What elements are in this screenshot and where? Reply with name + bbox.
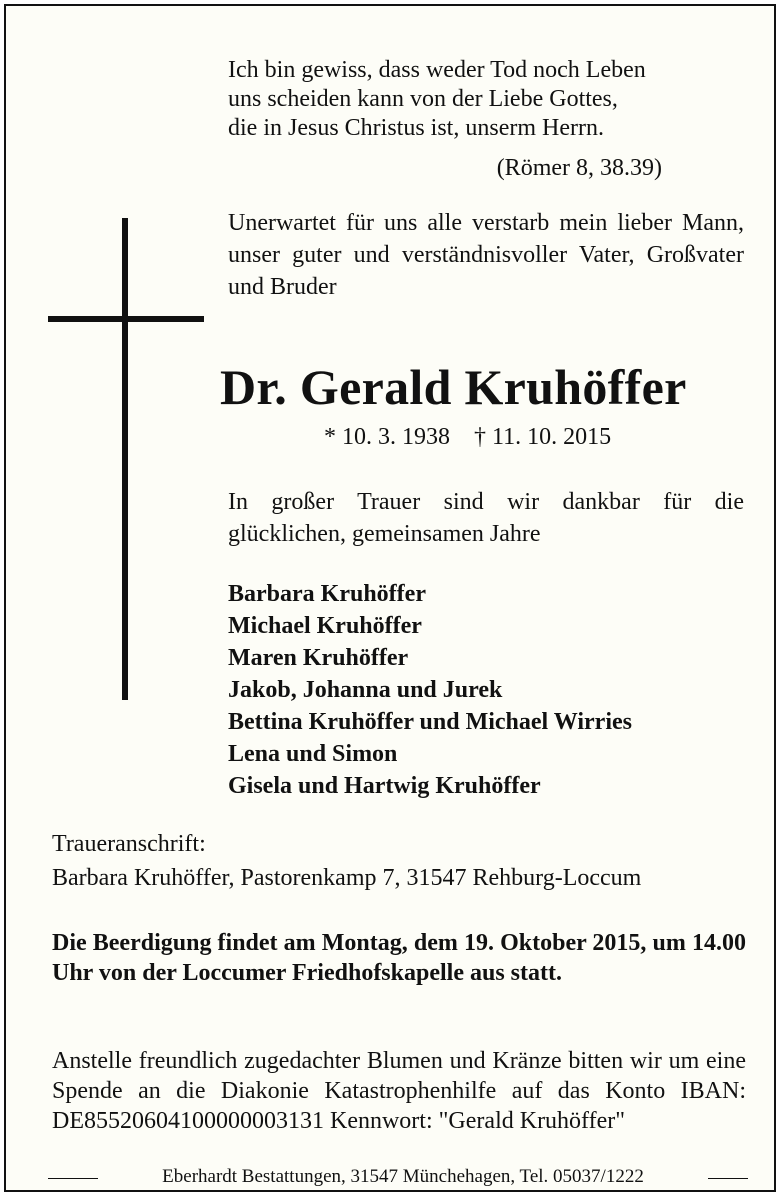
birth-date: * 10. 3. 1938 — [324, 424, 450, 450]
verse-line: uns scheiden kann von der Liebe Gottes, — [228, 86, 618, 112]
mourner-item: Maren Kruhöffer — [228, 645, 409, 671]
intro-text: Unerwartet für uns alle verstarb mein lieber Mann, unser guter und verständnisvoller Vater, Großvater und Bruder — [228, 210, 744, 300]
mourner-item: Jakob, Johanna und Jurek — [228, 677, 503, 703]
death-date: † 11. 10. 2015 — [474, 424, 612, 450]
deceased-name: Dr. Gerald Kruhöffer — [220, 359, 687, 415]
mourner-item: Bettina Kruhöffer und Michael Wirries — [228, 709, 632, 735]
bible-verse — [228, 56, 728, 143]
mourner-item: Gisela und Hartwig Kruhöffer — [228, 773, 541, 799]
thanks-text: In großer Trauer sind wir dankbar für die glücklichen, gemeinsamen Jahre — [228, 489, 744, 547]
mourner-item: Barbara Kruhöffer — [228, 581, 426, 607]
cross-icon-vertical-bar — [122, 218, 128, 700]
undertaker-footer: Eberhardt Bestattungen, 31547 Münchehagen, Tel. 05037/1222 — [98, 1164, 708, 1190]
cross-icon-horizontal-bar — [48, 316, 204, 322]
obituary-notice — [4, 4, 776, 1192]
mourner-item: Lena und Simon — [228, 741, 398, 767]
funeral-info: Die Beerdigung findet am Montag, dem 19. Oktober 2015, um 14.00 Uhr von der Loccumer Friedhofskapelle aus statt. — [52, 930, 746, 986]
donation-info: Anstelle freundlich zugedachter Blumen und Kränze bitten wir um eine Spende an die Diakonie Katastrophenhilfe auf das Konto IBAN: DE85520604100000003131 Kennwort: "Gerald Kruhöffer" — [52, 1048, 746, 1134]
address-value: Barbara Kruhöffer, Pastorenkamp 7, 31547 Rehburg-Loccum — [52, 865, 642, 891]
verse-line: Ich bin gewiss, dass weder Tod noch Leben — [228, 57, 646, 83]
mourner-item: Michael Kruhöffer — [228, 613, 422, 639]
verse-reference: (Römer 8, 38.39) — [496, 155, 662, 181]
address-label: Traueranschrift: — [52, 831, 206, 857]
life-dates — [324, 422, 724, 452]
mourners-list — [228, 578, 768, 802]
verse-line: die in Jesus Christus ist, unserm Herrn. — [228, 115, 604, 141]
